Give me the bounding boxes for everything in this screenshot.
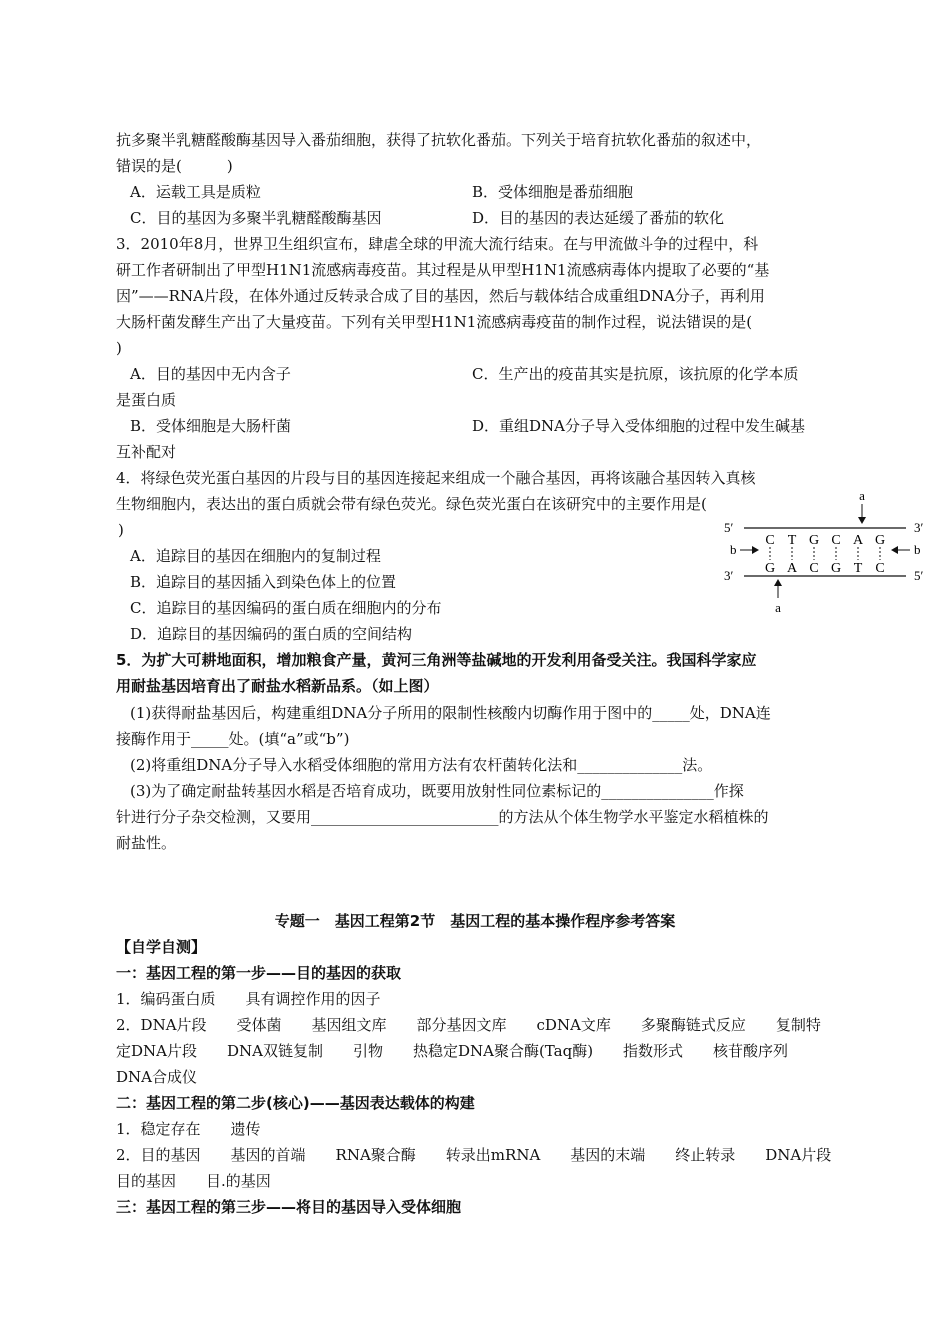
q2-option-d: D．目的基因的表达延缓了番茄的软化 bbox=[472, 209, 725, 227]
q3-stem-line1: 3．2010年8月，世界卫生组织宣布，肆虐全球的甲流大流行结束。在与甲流做斗争的过程中，科 bbox=[116, 235, 759, 253]
q3-option-c-line1: C．生产出的疫苗其实是抗原，该抗原的化学本质 bbox=[472, 365, 799, 383]
base-bottom-1: G bbox=[764, 561, 776, 576]
q5-sub3-line3: 耐盐性。 bbox=[116, 834, 177, 852]
answers-h2-line1: 1．稳定存在 遗传 bbox=[116, 1120, 261, 1138]
answers-heading-1: 一：基因工程的第一步——目的基因的获取 bbox=[116, 964, 402, 982]
q4-option-c: C．追踪目的基因编码的蛋白质在细胞内的分布 bbox=[130, 599, 442, 617]
label-a-top: a bbox=[859, 488, 865, 503]
label-a-bottom: a bbox=[775, 600, 781, 615]
answers-h1-line2: 2．DNA片段 受体菌 基因组文库 部分基因文库 cDNA文库 多聚酶链式反应 复制特 bbox=[116, 1016, 821, 1034]
answers-heading-3: 三：基因工程的第三步——将目的基因导入受体细胞 bbox=[116, 1198, 462, 1216]
label-b-right: b bbox=[914, 542, 921, 557]
q2-stem-line1: 抗多聚半乳糖醛酸酶基因导入番茄细胞，获得了抗软化番茄。下列关于培育抗软化番茄的叙述中， bbox=[116, 131, 762, 149]
q5-stem-line2: 用耐盐基因培育出了耐盐水稻新品系。（如上图） bbox=[116, 677, 439, 695]
q2-option-c: C．目的基因为多聚半乳糖醛酸酶基因 bbox=[130, 209, 382, 227]
q4-stem-line2: 生物细胞内，表达出的蛋白质就会带有绿色荧光。绿色荧光蛋白在该研究中的主要作用是( bbox=[116, 495, 707, 513]
q3-stem-line4: 大肠杆菌发酵生产出了大量疫苗。下列有关甲型H1N1流感病毒疫苗的制作过程，说法错误的是( bbox=[116, 313, 753, 331]
answers-h2-line3: 目的基因 目.的基因 bbox=[116, 1172, 271, 1190]
q5-sub3-line1: (3)为了确定耐盐转基因水稻是否培育成功，既要用放射性同位素标记的_______________作探 bbox=[130, 782, 744, 800]
q3-option-c-line2: 是蛋白质 bbox=[116, 391, 177, 409]
base-top-1: C bbox=[765, 533, 775, 548]
answers-heading-2: 二：基因工程的第二步(核心)——基因表达载体的构建 bbox=[116, 1094, 475, 1112]
bottom-prime-right: 5′ bbox=[914, 568, 924, 583]
answers-h1-line4: DNA合成仪 bbox=[116, 1068, 197, 1086]
answers-section-label: 【自学自测】 bbox=[116, 938, 207, 956]
top-prime-right: 3′ bbox=[914, 520, 924, 535]
q5-stem-line1: 5．为扩大可耕地面积，增加粮食产量，黄河三角洲等盐碱地的开发利用备受关注。我国科学家应 bbox=[116, 651, 757, 669]
q4-stem-line1: 4．将绿色荧光蛋白基因的片段与目的基因连接起来组成一个融合基因，再将该融合基因转入真核 bbox=[116, 469, 756, 487]
q2-stem-line2: 错误的是( ) bbox=[116, 157, 233, 175]
answers-h1-line1: 1．编码蛋白质 具有调控作用的因子 bbox=[116, 990, 381, 1008]
base-top-3: G bbox=[808, 533, 820, 548]
q5-sub2: (2)将重组DNA分子导入水稻受体细胞的常用方法有农杆菌转化法和______________法。 bbox=[130, 756, 713, 774]
base-top-2: T bbox=[787, 533, 797, 548]
q5-sub1-line2: 接酶作用于_____处。(填“a”或“b”) bbox=[116, 730, 350, 748]
answers-h1-line3: 定DNA片段 DNA双链复制 引物 热稳定DNA聚合酶(Taq酶) 指数形式 核苷酸序列 bbox=[116, 1042, 789, 1060]
q4-option-b: B．追踪目的基因插入到染色体上的位置 bbox=[130, 573, 397, 591]
bottom-prime-left: 3′ bbox=[724, 568, 734, 583]
base-bottom-6: C bbox=[875, 561, 885, 576]
base-bottom-5: T bbox=[853, 561, 863, 576]
q5-sub3-line2: 针进行分子杂交检测，又要用_________________________的方法从个体生物学水平鉴定水稻植株的 bbox=[116, 808, 769, 826]
answers-h2-line2: 2．目的基因 基因的首端 RNA聚合酶 转录出mRNA 基因的末端 终止转录 DNA片段 bbox=[116, 1146, 832, 1164]
q2-option-b: B．受体细胞是番茄细胞 bbox=[472, 183, 634, 201]
q3-option-b: B．受体细胞是大肠杆菌 bbox=[130, 417, 292, 435]
q3-option-a: A．目的基因中无内含子 bbox=[130, 365, 291, 383]
top-prime-left: 5′ bbox=[724, 520, 734, 535]
top-bases bbox=[765, 533, 885, 548]
q3-stem-line5: ) bbox=[116, 339, 122, 357]
label-b-left: b bbox=[730, 542, 737, 557]
base-top-5: A bbox=[852, 533, 864, 548]
base-bottom-3: C bbox=[809, 561, 819, 576]
base-bottom-2: A bbox=[786, 561, 798, 576]
q4-option-a: A．追踪目的基因在细胞内的复制过程 bbox=[130, 547, 381, 565]
q3-option-d-line1: D．重组DNA分子导入受体细胞的过程中发生碱基 bbox=[472, 417, 806, 435]
q4-option-d: D．追踪目的基因编码的蛋白质的空间结构 bbox=[130, 625, 413, 643]
base-top-6: G bbox=[874, 533, 886, 548]
q4-stem-line3: ) bbox=[118, 521, 124, 539]
answers-title: 专题一 基因工程第2节 基因工程的基本操作程序参考答案 bbox=[274, 912, 676, 930]
hydrogen-bonds bbox=[770, 547, 880, 560]
bottom-bases bbox=[765, 561, 885, 576]
q3-stem-line2: 研工作者研制出了甲型H1N1流感病毒疫苗。其过程是从甲型H1N1流感病毒体内提取了必要的“基 bbox=[116, 261, 770, 279]
q2-option-a: A．运载工具是质粒 bbox=[130, 183, 261, 201]
base-bottom-4: G bbox=[830, 561, 842, 576]
dna-restriction-diagram bbox=[718, 488, 938, 616]
q3-stem-line3: 因”——RNA片段，在体外通过反转录合成了目的基因，然后与载体结合成重组DNA分子，再利用 bbox=[116, 287, 765, 305]
q5-sub1-line1: (1)获得耐盐基因后，构建重组DNA分子所用的限制性核酸内切酶作用于图中的_____处，DNA连 bbox=[130, 704, 771, 722]
base-top-4: C bbox=[831, 533, 841, 548]
q3-option-d-line2: 互补配对 bbox=[116, 443, 177, 461]
